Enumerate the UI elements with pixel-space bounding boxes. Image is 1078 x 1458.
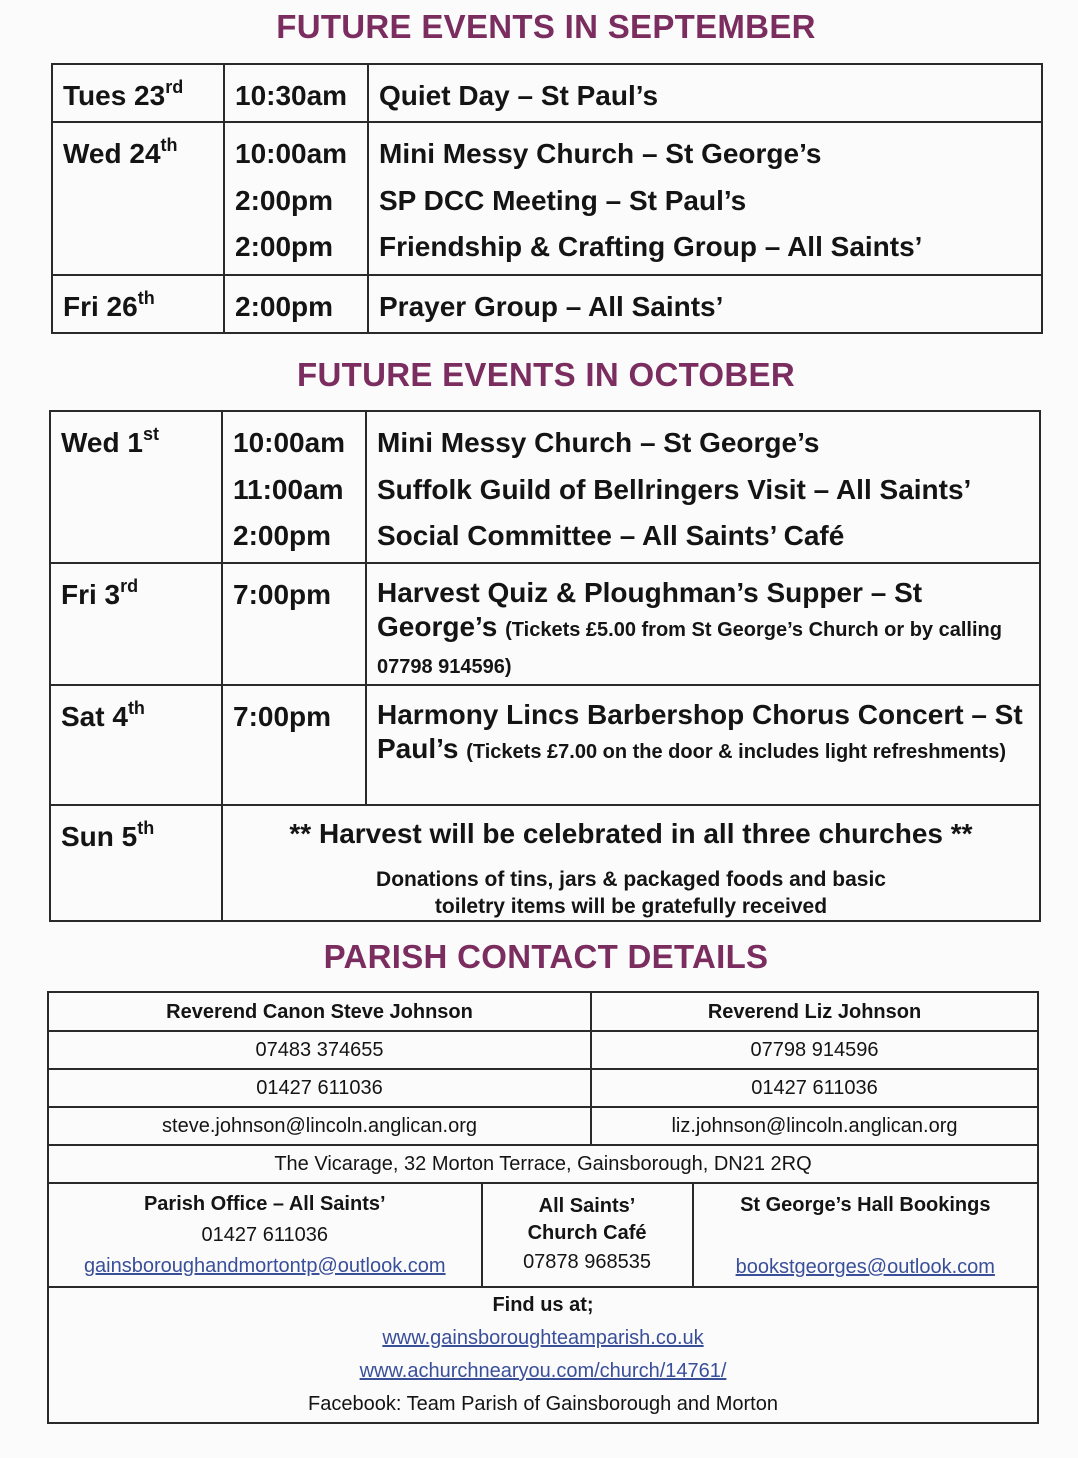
september-events-table [51, 63, 1043, 334]
event-description: Prayer Group – All Saints’ [368, 275, 1042, 333]
harvest-note-line: Donations of tins, jars & packaged foods and basic [376, 868, 886, 891]
table-row [48, 992, 1038, 1031]
table-row [50, 685, 1040, 805]
october-heading: FUTURE EVENTS IN OCTOBER [297, 356, 795, 393]
parish-office [48, 1183, 482, 1287]
harvest-title: ** Harvest will be celebrated in all three churches ** [289, 818, 973, 849]
church-cafe [482, 1183, 693, 1287]
event-day: Sat 4th [50, 685, 222, 805]
october-events-table [49, 410, 1041, 922]
table-row [48, 1183, 1038, 1287]
event-day: Sun 5th [50, 805, 222, 921]
spacer [694, 1221, 1037, 1252]
contact-table [47, 991, 1039, 1424]
hall-email-link[interactable]: bookstgeorges@outlook.com [735, 1256, 995, 1278]
clergy-name: Reverend Canon Steve Johnson [48, 992, 591, 1031]
table-row [52, 64, 1042, 122]
harvest-note [223, 856, 1039, 920]
event-description: Mini Messy Church – St George’s Suffolk Guild of Bellringers Visit – All Saints’ Social Committee – All Saints’ Café [366, 411, 1040, 563]
event-day: Wed 1st [50, 411, 222, 563]
table-row [48, 1107, 1038, 1145]
event-title: Harvest Quiz & Ploughman’s Supper – St George’s [377, 577, 923, 642]
table-row [52, 122, 1042, 275]
harvest-note-line: toiletry items will be gratefully received [434, 895, 828, 918]
event-note: (Tickets £7.00 on the door & includes light refreshments) [466, 741, 1006, 763]
clergy-name: Reverend Liz Johnson [591, 992, 1038, 1031]
event-time: 7:00pm [222, 563, 366, 685]
event-description: Quiet Day – St Paul’s [368, 64, 1042, 122]
cafe-title: All Saints’ [538, 1194, 636, 1217]
table-row [48, 1031, 1038, 1069]
table-row [50, 411, 1040, 563]
find-us [48, 1287, 1038, 1423]
vicarage-address: The Vicarage, 32 Morton Terrace, Gainsborough, DN21 2RQ [48, 1145, 1038, 1183]
september-heading: FUTURE EVENTS IN SEPTEMBER [276, 8, 816, 45]
event-time: 2:00pm [224, 275, 368, 333]
clergy-mobile: 07798 914596 [591, 1031, 1038, 1069]
table-row [48, 1287, 1038, 1423]
event-time: 10:30am [224, 64, 368, 122]
website-link[interactable]: www.gainsboroughteamparish.co.uk [382, 1327, 704, 1349]
cafe-phone: 07878 968535 [523, 1250, 651, 1273]
event-day: Wed 24th [52, 122, 224, 275]
hall-title: St George’s Hall Bookings [740, 1194, 991, 1216]
event-day: Fri 26th [52, 275, 224, 333]
event-time: 10:00am 11:00am 2:00pm [222, 411, 366, 563]
find-us-title: Find us at; [492, 1294, 594, 1316]
office-phone: 01427 611036 [201, 1223, 328, 1246]
table-row [50, 563, 1040, 685]
event-title: Harmony Lincs Barbershop Chorus Concert – St Paul’s [377, 699, 1023, 764]
office-title: Parish Office – All Saints’ [143, 1192, 386, 1215]
contact-heading: PARISH CONTACT DETAILS [323, 938, 769, 975]
table-row [52, 275, 1042, 333]
harvest-notice [222, 805, 1040, 921]
clergy-email[interactable]: steve.johnson@lincoln.anglican.org [48, 1107, 591, 1145]
event-description [366, 563, 1040, 685]
clergy-phone: 01427 611036 [591, 1069, 1038, 1107]
table-row [48, 1069, 1038, 1107]
clergy-mobile: 07483 374655 [48, 1031, 591, 1069]
clergy-phone: 01427 611036 [48, 1069, 591, 1107]
event-note: (Tickets £5.00 from St George’s Church or by calling 07798 914596) [377, 619, 1002, 678]
event-time: 10:00am 2:00pm 2:00pm [224, 122, 368, 275]
hall-bookings [693, 1183, 1038, 1287]
facebook-text: Facebook: Team Parish of Gainsborough and Morton [308, 1393, 778, 1415]
event-day: Fri 3rd [50, 563, 222, 685]
event-description: Mini Messy Church – St George’s SP DCC Meeting – St Paul’s Friendship & Crafting Group – All Saints’ [368, 122, 1042, 275]
event-day: Tues 23rd [52, 64, 224, 122]
website-link[interactable]: www.achurchnearyou.com/church/14761/ [359, 1360, 727, 1382]
event-time: 7:00pm [222, 685, 366, 805]
event-description [366, 685, 1040, 805]
cafe-title: Church Café [527, 1221, 647, 1244]
office-email-link[interactable]: gainsboroughandmortontp@outlook.com [83, 1254, 446, 1277]
table-row [48, 1145, 1038, 1183]
clergy-email[interactable]: liz.johnson@lincoln.anglican.org [591, 1107, 1038, 1145]
table-row [50, 805, 1040, 921]
